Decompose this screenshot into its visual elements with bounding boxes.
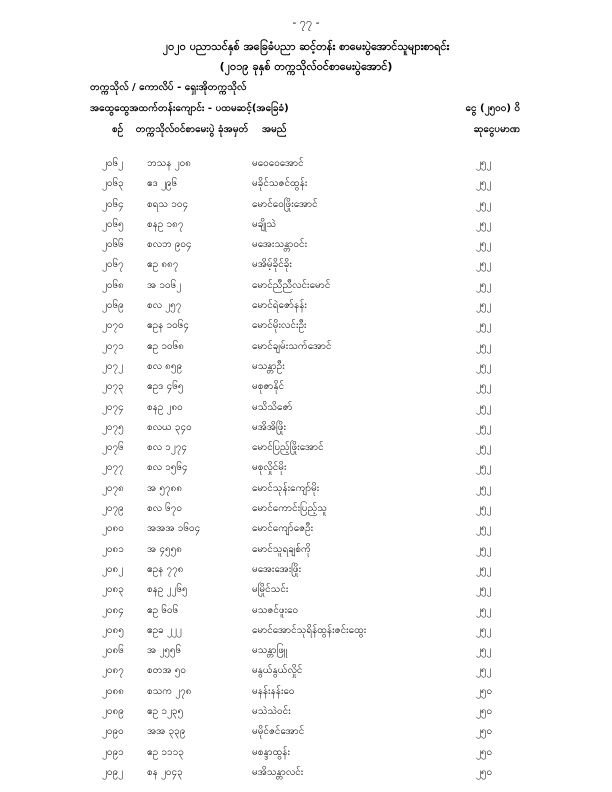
- row-number: ၂၀၆၃: [102, 178, 124, 190]
- registration-number: အ ၂၅၅၆: [147, 645, 182, 657]
- registration-number: ဧဥန ၁၀၆၄: [147, 320, 190, 332]
- table-row: [0, 294, 612, 314]
- award-amount: ၂၅၂: [476, 645, 492, 657]
- row-number: ၂၀၈၉: [102, 706, 124, 718]
- document-subtitle: (၂၀၁၉ ခုနှစ် တက္ကသိုလ်ဝင်စာမေးပွဲအောင်): [219, 60, 393, 73]
- table-row: [0, 314, 612, 334]
- table-row: [0, 456, 612, 476]
- registration-number: စလယ ၃၄၀: [147, 421, 192, 433]
- table-row: [0, 599, 612, 619]
- table-row: [0, 761, 612, 781]
- award-amount: ၂၅၀: [476, 685, 493, 697]
- row-number: ၂၀၆၂: [102, 158, 124, 169]
- row-number: ၂၀၆၈: [102, 279, 124, 291]
- student-name: မချိုသဲ: [252, 218, 277, 230]
- award-amount: ၂၅၂: [476, 360, 492, 372]
- student-name: မသဇင်ဖူးဝေ: [252, 604, 299, 616]
- student-name: မောင်ရဲဇော်နန်း: [252, 300, 307, 312]
- award-amount: ၂၅၀: [476, 746, 493, 758]
- award-amount: ၂၅၀: [476, 726, 493, 738]
- table-row: [0, 558, 612, 578]
- row-number: ၂၀၇၀: [102, 320, 124, 332]
- registration-number: စရသ ၁၀၄: [147, 198, 189, 210]
- document-title: ၂၀၂၀ ပညာသင်နှစ် အခြေခံပညာ ဆင့်တန်း စာမေးပွဲအောင်သူများစာရင်း: [162, 40, 450, 53]
- award-amount: ၂၅၂: [476, 665, 492, 677]
- registration-number: စလ ၆၇၀: [147, 503, 183, 515]
- award-amount: ၂၅၂: [476, 523, 492, 535]
- student-name: မောင်ပြည့်ဖြိုးအောင်: [252, 442, 324, 454]
- student-name: မောင်သူရချစ်ကို: [252, 543, 311, 555]
- row-number: ၂၀၈၅: [102, 624, 124, 636]
- registration-number: ဧဥခ ၂၂၂: [147, 624, 182, 636]
- column-header-amount: ဆုငွေပမာဏ: [473, 124, 520, 135]
- registration-number: ဧဥ ၁၁၁၃: [147, 746, 184, 758]
- table-row: [0, 274, 612, 294]
- registration-number: ဧဥဒ ၄၆၅: [147, 381, 184, 393]
- student-name: မောင်ဝေဖြိုးအောင်: [252, 198, 318, 210]
- table-row: [0, 172, 612, 192]
- row-number: ၂၀၈၄: [102, 604, 124, 616]
- amount-heading: ငွေ (၂၅၀၀) ဝိ: [465, 103, 520, 114]
- table-row: [0, 741, 612, 761]
- registration-number: စလ ၁၅၆၄: [147, 462, 188, 474]
- student-name: မမြိုင်သင်း: [252, 584, 289, 596]
- award-amount: ၂၅၂: [476, 421, 492, 433]
- row-number: ၂၀၈၃: [102, 584, 124, 596]
- table-row: [0, 152, 612, 172]
- award-amount: ၂၅၂: [476, 320, 492, 332]
- registration-number: အအအ ၁၆၀၄: [147, 523, 201, 535]
- award-amount: ၂၅၂: [476, 300, 492, 312]
- registration-number: စန ၂၀၄၃: [147, 766, 183, 778]
- table-row: [0, 477, 612, 497]
- column-header-name: အမည်: [262, 124, 287, 135]
- table-row: [0, 436, 612, 456]
- student-name: မအိအိဖြိုး: [252, 421, 287, 433]
- student-name: မအေးသန္တာဝင်း: [252, 239, 308, 251]
- table-row: [0, 578, 612, 598]
- row-number: ၂၀၇၃: [102, 381, 124, 393]
- table-row: [0, 517, 612, 537]
- registration-number: စလ ၈၅၉: [147, 360, 183, 372]
- student-name: မောင်ကောင်းပြည့်သူ: [252, 503, 327, 515]
- student-name: မောင်သုန်းကျော်မိုး: [252, 482, 320, 494]
- award-amount: ၂၅၂: [476, 543, 492, 555]
- registration-number: စလ ၁၂၇၄: [147, 442, 187, 454]
- row-number: ၂၀၈၀: [102, 523, 124, 535]
- student-name: မသန္တာဦး: [252, 360, 285, 372]
- student-name: မစန္ဒာထွန်း: [252, 746, 290, 758]
- student-name: မသဲသဲဝင်း: [252, 706, 291, 718]
- student-name: မောင်ညီညီလင်းမောင်: [252, 279, 331, 291]
- registration-number: စနဥ ၁၈၇: [147, 218, 184, 230]
- row-number: ၂၀၈၈: [102, 685, 124, 697]
- table-row: [0, 619, 612, 639]
- table-row: [0, 253, 612, 273]
- university-label: တက္ကသိုလ် / ကောလိပ် - ရှေးအိုတက္ကသိုလ်: [90, 82, 247, 93]
- student-name: မသန္တာဖြူ: [252, 645, 287, 657]
- award-amount: ၂၅၂: [476, 584, 492, 596]
- student-name: မသိသိဇော်: [252, 401, 293, 413]
- registration-number: ဧဥန ၇၇၈: [147, 563, 184, 575]
- award-amount: ၂၅၂: [476, 158, 492, 169]
- student-name: မောင်ချမ်းသက်အောင်: [252, 340, 332, 352]
- row-number: ၂၀၆၉: [102, 300, 124, 312]
- row-number: ၂၀၇၈: [102, 482, 124, 494]
- table-row: [0, 396, 612, 416]
- student-name: မအိမ့်ခိုင်ခိုး: [252, 259, 292, 271]
- row-number: ၂၀၇၅: [102, 421, 124, 433]
- student-name: မမိုင်ဇင်အောင်: [252, 726, 305, 738]
- row-number: ၂၀၈၁: [102, 543, 124, 555]
- registration-number: ဧဥ ၁၀၆၈: [147, 340, 184, 352]
- award-amount: ၂၅၂: [476, 259, 492, 271]
- table-row: [0, 375, 612, 395]
- student-name: မနွယ်နွယ်လှိုင်: [252, 665, 303, 677]
- results-table: [0, 152, 612, 781]
- student-name: မခိုင်သဇင်ထွန်း: [252, 178, 308, 190]
- row-number: ၂၀၉၀: [102, 726, 124, 738]
- table-row: [0, 680, 612, 700]
- student-name: မအေးအေးဖြိုး: [252, 563, 302, 575]
- row-number: ၂၀၇၂: [102, 360, 124, 372]
- award-amount: ၂၅၂: [476, 279, 492, 291]
- student-name: မောင်မိုးလင်းဦး: [252, 320, 307, 332]
- award-amount: ၂၅၂: [476, 381, 492, 393]
- row-number: ၂၀၆၆: [102, 239, 124, 251]
- registration-number: စလ ၂၅၇: [147, 300, 182, 312]
- registration-number: ဧဒ ၂၉၆: [147, 178, 178, 190]
- row-number: ၂၀၇၉: [102, 503, 124, 515]
- registration-number: အ ၅၇၈၈: [147, 482, 183, 494]
- row-number: ၂၀၇၆: [102, 442, 124, 454]
- award-amount: ၂၅၀: [476, 706, 493, 718]
- student-name: မဝေဝေအောင်: [252, 158, 304, 169]
- table-row: [0, 497, 612, 517]
- column-header-no: စဉ်: [112, 124, 124, 135]
- student-name: မောင်ကျော်ဇေဦး: [252, 523, 314, 535]
- table-row: [0, 193, 612, 213]
- registration-number: စတအ ၅၀: [147, 665, 186, 677]
- award-amount: ၂၅၂: [476, 462, 492, 474]
- table-row: [0, 659, 612, 679]
- award-amount: ၂၅၂: [476, 401, 492, 413]
- award-amount: ၂၅၂: [476, 563, 492, 575]
- row-number: ၂၀၆၅: [102, 218, 124, 230]
- student-name: မအိသန္တာလင်း: [252, 766, 304, 778]
- row-number: ၂၀၆၄: [102, 198, 124, 210]
- row-number: ၂၀၇၄: [102, 401, 124, 413]
- row-number: ၂၀၈၂: [102, 563, 124, 575]
- registration-number: စသက ၂၇၈: [147, 685, 192, 697]
- registration-number: ဧဥ ၈၈၇: [147, 259, 179, 271]
- award-amount: ၂၅၂: [476, 239, 492, 251]
- award-amount: ၂၅၂: [476, 624, 492, 636]
- registration-number: ဧဥ ၆၀၆: [147, 604, 179, 616]
- table-row: [0, 720, 612, 740]
- registration-number: စလဘ ၉၀၄: [147, 239, 192, 251]
- student-name: မစုဇာနိုင်: [252, 381, 285, 393]
- page-number: - ၇၇ -: [292, 16, 320, 29]
- registration-number: အ ၁၀၆၂: [147, 279, 182, 291]
- row-number: ၂၀၉၂: [102, 766, 124, 778]
- registration-number: အ ၄၅၅၈: [147, 543, 182, 555]
- student-name: မစုလှိုင်မိုး: [252, 462, 287, 474]
- registration-number: ဘသန ၂၀၈: [147, 158, 191, 169]
- student-name: မနန်းနန်းဝေ: [252, 685, 295, 697]
- table-row: [0, 639, 612, 659]
- table-row: [0, 233, 612, 253]
- registration-number: စနဥ ၂၂၆၅: [147, 584, 188, 596]
- award-amount: ၂၅၂: [476, 340, 492, 352]
- award-amount: ၂၅၂: [476, 442, 492, 454]
- award-amount: ၂၅၂: [476, 218, 492, 230]
- column-header-registration: တက္ကသိုလ်ဝင်စာမေးပွဲ ခုံအမှတ်: [135, 124, 249, 135]
- registration-number: ဧဥ ၁၂၃၅: [147, 706, 184, 718]
- table-row: [0, 538, 612, 558]
- award-amount: ၂၅၂: [476, 604, 492, 616]
- award-amount: ၂၅၀: [476, 766, 493, 778]
- table-row: [0, 416, 612, 436]
- row-number: ၂၀၇၁: [102, 340, 124, 352]
- table-row: [0, 335, 612, 355]
- student-name: မောင်အောင်သုရိန်ထွန်းဇင်းထွေး: [252, 624, 367, 636]
- row-number: ၂၀၆၇: [102, 259, 124, 271]
- registration-number: စနဥ ၂၈၀: [147, 401, 183, 413]
- award-amount: ၂၅၂: [476, 482, 492, 494]
- table-row: [0, 213, 612, 233]
- award-amount: ၂၅၂: [476, 503, 492, 515]
- award-amount: ၂၅၂: [476, 198, 492, 210]
- row-number: ၂၀၈၆: [102, 645, 124, 657]
- row-number: ၂၀၇၇: [102, 462, 124, 474]
- table-row: [0, 700, 612, 720]
- registration-number: အအ ၃၃၉: [147, 726, 186, 738]
- table-row: [0, 355, 612, 375]
- school-label: အထွေထွေအထက်တန်းကျောင်း - ပထမဆင့်(အခြေခံ): [90, 103, 289, 114]
- row-number: ၂၀၈၇: [102, 665, 124, 677]
- row-number: ၂၀၉၁: [102, 746, 124, 758]
- award-amount: ၂၅၂: [476, 178, 492, 190]
